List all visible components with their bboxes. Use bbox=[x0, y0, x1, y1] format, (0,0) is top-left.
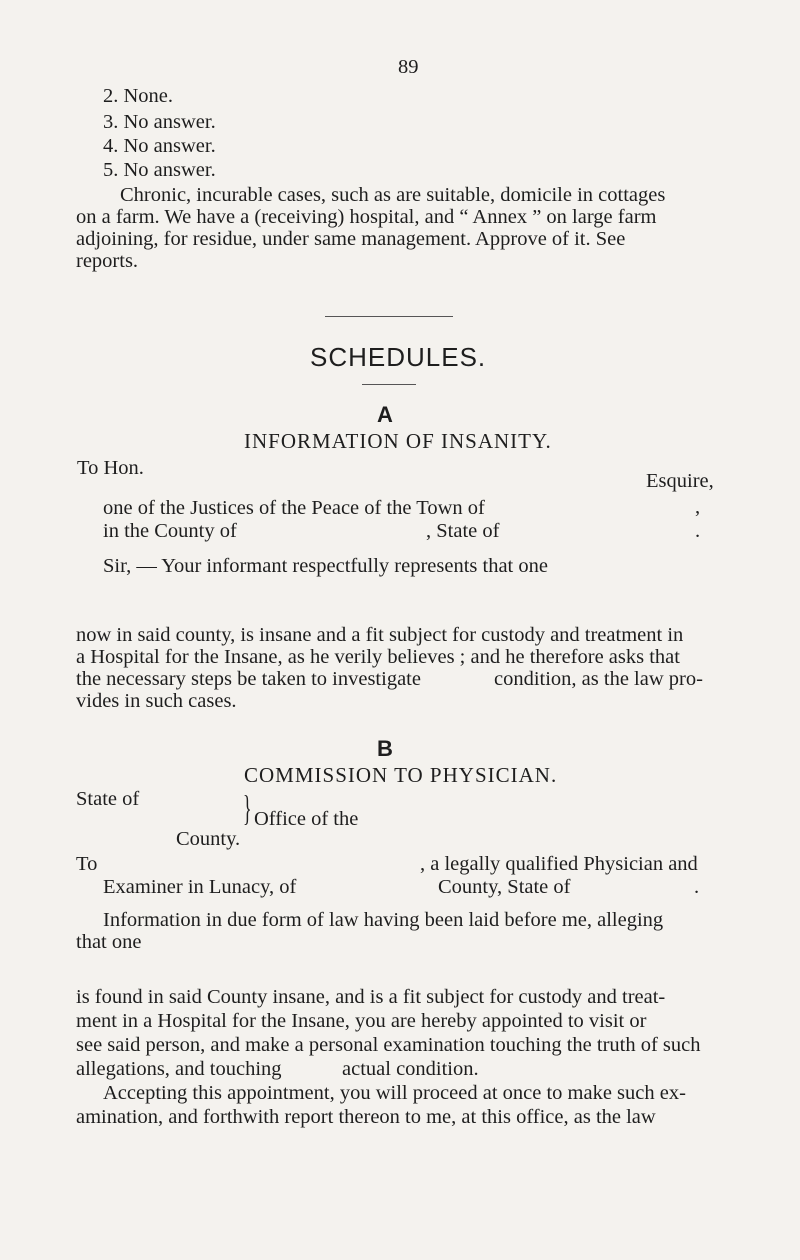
justices-line: one of the Justices of the Peace of the Town of bbox=[103, 497, 485, 519]
section-a-body-line: a Hospital for the Insane, as he verily believes ; and he therefore asks that bbox=[76, 646, 680, 668]
answer-number: 4. bbox=[103, 135, 119, 157]
section-a-title: INFORMATION OF INSANITY. bbox=[244, 429, 552, 453]
esquire: Esquire, bbox=[646, 470, 714, 492]
answer-text: No answer. bbox=[123, 135, 216, 157]
to-hon: To Hon. bbox=[77, 457, 144, 479]
section-a-body-line: the necessary steps be taken to investigate bbox=[76, 668, 421, 690]
intro-line: adjoining, for residue, under same management. Approve of it. See bbox=[76, 228, 626, 250]
punct-period: . bbox=[695, 520, 701, 542]
intro-line: on a farm. We have a (receiving) hospital, and “ Annex ” on large farm bbox=[76, 206, 657, 228]
punct-period: . bbox=[694, 876, 700, 898]
section-a-body-line: now in said county, is insane and a fit subject for custody and treatment in bbox=[76, 624, 684, 646]
section-a-body-line: vides in such cases. bbox=[76, 690, 237, 712]
answer-number: 5. bbox=[103, 159, 119, 181]
section-b-body-line: allegations, and touching bbox=[76, 1058, 282, 1080]
section-a-letter: A bbox=[377, 402, 393, 427]
physician-line: , a legally qualified Physician and bbox=[420, 853, 698, 875]
office-of-the: Office of the bbox=[254, 808, 359, 830]
information-line: that one bbox=[76, 931, 142, 953]
answer-item bbox=[103, 159, 216, 181]
answer-number: 3. bbox=[103, 111, 119, 133]
answer-item bbox=[103, 135, 216, 157]
answer-text: None. bbox=[123, 85, 174, 107]
section-b-body-line: ment in a Hospital for the Insane, you are hereby appointed to visit or bbox=[76, 1010, 647, 1032]
answer-item bbox=[103, 111, 216, 133]
sir-line: Sir, — Your informant respectfully represents that one bbox=[103, 555, 548, 577]
section-b-body-line: Accepting this appointment, you will proceed at once to make such ex- bbox=[103, 1082, 686, 1104]
divider bbox=[362, 384, 416, 385]
section-b-body-line: see said person, and make a personal examination touching the truth of such bbox=[76, 1034, 701, 1056]
county-label: County. bbox=[176, 828, 241, 850]
intro-line: Chronic, incurable cases, such as are suitable, domicile in cottages bbox=[120, 184, 666, 206]
answer-number: 2. bbox=[103, 85, 119, 107]
state-of: , State of bbox=[426, 520, 500, 542]
page-number: 89 bbox=[398, 56, 419, 78]
intro-line: reports. bbox=[76, 250, 139, 272]
section-b-letter: B bbox=[377, 736, 393, 761]
county-state-line: County, State of bbox=[438, 876, 571, 898]
answer-item bbox=[103, 85, 173, 107]
brace-icon: } bbox=[243, 788, 252, 828]
county-of: in the County of bbox=[103, 520, 237, 542]
section-b-body-line: actual condition. bbox=[342, 1058, 479, 1080]
to-label: To bbox=[76, 853, 98, 875]
section-b-body-line: amination, and forthwith report thereon to me, at this office, as the law bbox=[76, 1106, 656, 1128]
examiner-line: Examiner in Lunacy, of bbox=[103, 876, 297, 898]
answer-text: No answer. bbox=[123, 111, 216, 133]
section-b-body-line: is found in said County insane, and is a fit subject for custody and treat- bbox=[76, 986, 666, 1008]
section-a-body-line: condition, as the law pro- bbox=[494, 668, 703, 690]
divider bbox=[325, 316, 453, 317]
answer-text: No answer. bbox=[123, 159, 216, 181]
punct-comma: , bbox=[695, 496, 701, 518]
information-line: Information in due form of law having been laid before me, alleging bbox=[103, 909, 664, 931]
state-of-label: State of bbox=[76, 788, 140, 810]
schedules-title: SCHEDULES. bbox=[310, 342, 487, 372]
section-b-title: COMMISSION TO PHYSICIAN. bbox=[244, 763, 558, 787]
